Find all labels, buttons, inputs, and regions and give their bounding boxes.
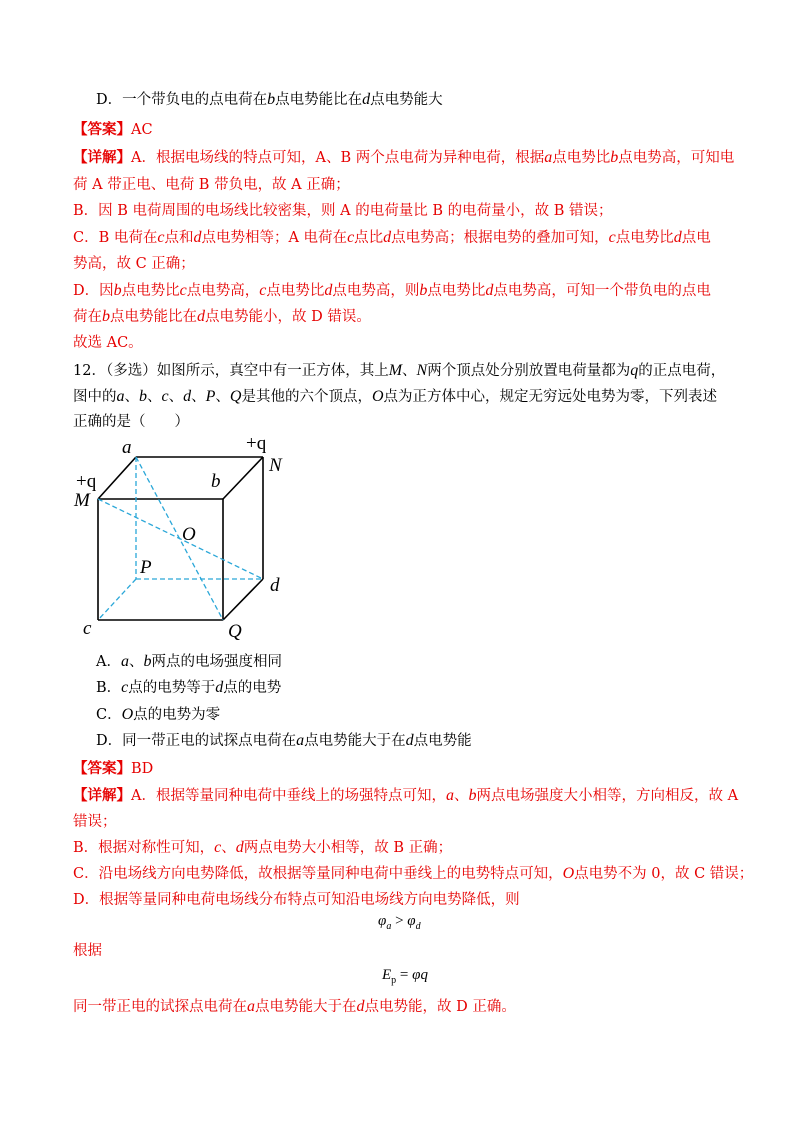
q11-explain-line-1: 【详解】A．根据电场线的特点可知，A、B 两个点电荷为异种电荷，根据a点电势比b点电势高，可知电 xyxy=(73,149,735,166)
q12-answer: 【答案】BD xyxy=(73,760,154,777)
label-M: M xyxy=(74,490,90,511)
q12-stem-line-1: 12．（多选）如图所示，真空中有一正方体，其上M、N两个顶点处分别放置电荷量都为q的正点电荷， xyxy=(73,362,726,379)
cube-figure xyxy=(70,432,300,647)
label-O: O xyxy=(182,524,196,545)
q12-explain-line-7: 同一带正电的试探点电荷在a点电势能大于在d点电势能，故 D 正确。 xyxy=(73,998,516,1015)
q11-explain-line-2: 荷 A 带正电、电荷 B 带负电，故 A 正确； xyxy=(73,177,350,193)
q12-explain-line-4: C．沿电场线方向电势降低，故根据等量同种电荷中垂线上的电势特点可知，O点电势不为 0，故 C 错误； xyxy=(73,865,754,882)
q12-explain-line-6: 根据 xyxy=(73,943,102,959)
q11-option-d: D．一个带负电的点电荷在b点电势能比在d点电势能大 xyxy=(96,91,443,108)
q12-option-b: B．c点的电势等于d点的电势 xyxy=(96,679,282,696)
q12-stem-line-2: 图中的a、b、c、d、P、Q是其他的六个顶点，O点为正方体中心，规定无穷远处电势为零，下列表述 xyxy=(73,388,718,405)
label-d: d xyxy=(270,575,280,596)
q12-stem-line-3: 正确的是（ ） xyxy=(73,414,189,430)
cube-dashed-lines xyxy=(98,457,263,620)
q11-explain-line-6: D．因b点电势比c点电势高，c点电势比d点电势高，则b点电势比d点电势高，可知一个带负电的点电 xyxy=(73,282,711,299)
q11-answer: 【答案】AC xyxy=(73,121,153,138)
q12-option-d: D．同一带正电的试探点电荷在a点电势能大于在d点电势能 xyxy=(96,732,472,749)
q11-explain-line-4: C．B 电荷在c点和d点电势相等；A 电荷在c点比d点电势高；根据电势的叠加可知，c点电势比d点电 xyxy=(73,229,711,246)
label-N: N xyxy=(269,455,282,476)
label-Q: Q xyxy=(228,621,242,642)
q12-option-c: C．O点的电势为零 xyxy=(96,706,221,723)
q12-option-a: A．a、b两点的电场强度相同 xyxy=(96,653,282,670)
formula-phi-a-gt-phi-d: $\varphi_a > \varphi_d$ xyxy=(378,913,421,932)
q12-explain-line-3: B．根据对称性可知，c、d两点电势大小相等，故 B 正确； xyxy=(73,839,453,856)
q11-explain-line-5: 势高，故 C 正确； xyxy=(73,256,195,272)
q12-explain-line-5: D．根据等量同种电荷电场线分布特点可知沿电场线方向电势降低，则 xyxy=(73,892,520,908)
label-P: P xyxy=(140,557,152,578)
label-c: c xyxy=(83,618,92,639)
label-plus-q-m: +q xyxy=(76,471,97,492)
formula-ep-eq-phi-q: $E_p = \varphi q$ xyxy=(382,967,428,986)
label-plus-q-n: +q xyxy=(246,433,267,454)
q12-explain-line-1: 【详解】A．根据等量同种电荷中垂线上的场强特点可知，a、b两点电场强度大小相等，方向相反，故 A xyxy=(73,787,739,804)
q11-explain-line-7: 荷在b点电势能比在d点电势能小，故 D 错误。 xyxy=(73,308,371,325)
label-a: a xyxy=(122,437,132,458)
q11-explain-line-8: 故选 AC。 xyxy=(73,335,143,351)
q11-explain-line-3: B．因 B 电荷周围的电场线比较密集，则 A 的电荷量比 B 的电荷量小，故 B 错误； xyxy=(73,203,613,219)
q12-explain-line-2: 错误； xyxy=(73,814,117,830)
label-b: b xyxy=(211,471,221,492)
